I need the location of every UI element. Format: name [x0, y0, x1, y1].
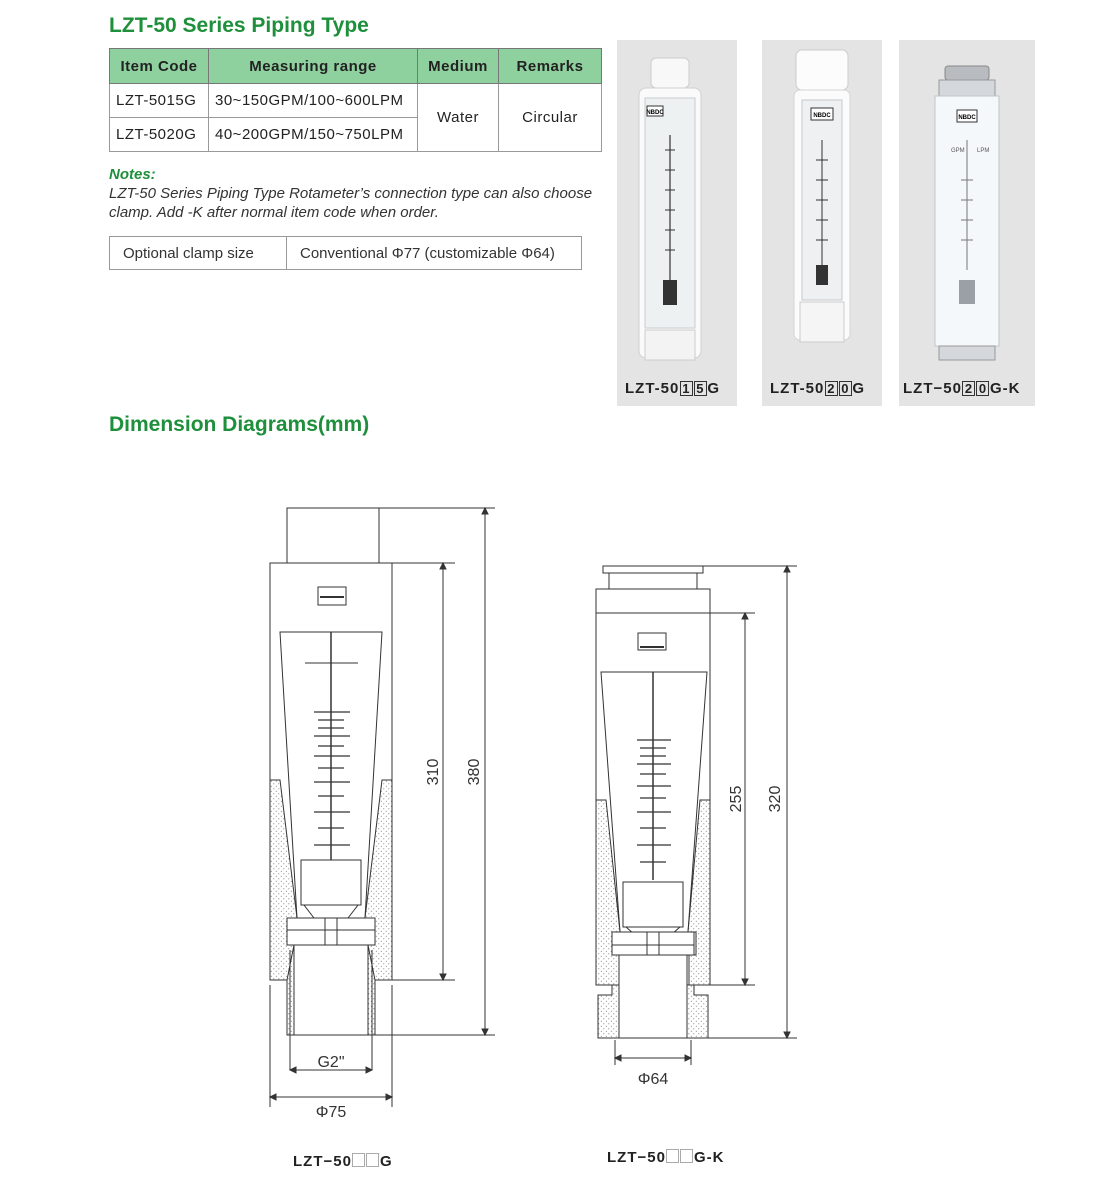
section-title: LZT-50 Series Piping Type: [109, 14, 369, 37]
header-measuring-range: Measuring range: [209, 49, 418, 84]
remarks-cell: Circular: [499, 84, 602, 152]
dimension-title: Dimension Diagrams(mm): [109, 413, 370, 436]
range-cell: 40~200GPM/150~750LPM: [209, 118, 418, 152]
clamp-label: Optional clamp size: [110, 237, 287, 270]
medium-cell: Water: [418, 84, 499, 152]
diagram-caption-right: LZT−50 G-K: [607, 1149, 725, 1166]
diagram-lzt50g: [270, 508, 495, 1107]
photo-caption: LZT-50 2 0 G: [770, 380, 866, 397]
lpm-label: LPM: [977, 148, 990, 154]
header-item-code: Item Code: [110, 49, 209, 84]
diagram-caption-left: LZT−50 G: [293, 1153, 393, 1170]
diagram-lzt50g-k: [596, 566, 797, 1065]
dim-outer-label: 320: [767, 785, 784, 813]
svg-text:NBDC: NBDC: [813, 113, 831, 119]
photo-caption: LZT-50 1 5 G: [625, 380, 721, 397]
diameter-label: Φ75: [315, 1104, 347, 1121]
dim-inner-label: 255: [728, 785, 745, 813]
brand-label: NBDC: [646, 110, 664, 116]
item-code-cell: LZT-5020G: [110, 118, 209, 152]
notes-text: LZT-50 Series Piping Type Rotameter’s connection type can also choose clamp. Add -K after normal item code when order.: [109, 185, 593, 221]
photo-caption: LZT−50 2 0 G-K: [903, 380, 1021, 397]
clamp-value: Conventional Φ77 (customizable Φ64): [287, 237, 582, 270]
header-medium: Medium: [418, 49, 499, 84]
svg-text:NBDC: NBDC: [958, 115, 976, 121]
diameter-label: Φ64: [637, 1071, 669, 1088]
header-remarks: Remarks: [499, 49, 602, 84]
notes-heading: Notes:: [109, 166, 156, 183]
gpm-label: GPM: [951, 148, 965, 154]
item-code-cell: LZT-5015G: [110, 84, 209, 118]
dim-inner-label: 310: [425, 758, 442, 786]
dim-outer-label: 380: [466, 758, 483, 786]
range-cell: 30~150GPM/100~600LPM: [209, 84, 418, 118]
thread-label: G2": [317, 1054, 345, 1071]
